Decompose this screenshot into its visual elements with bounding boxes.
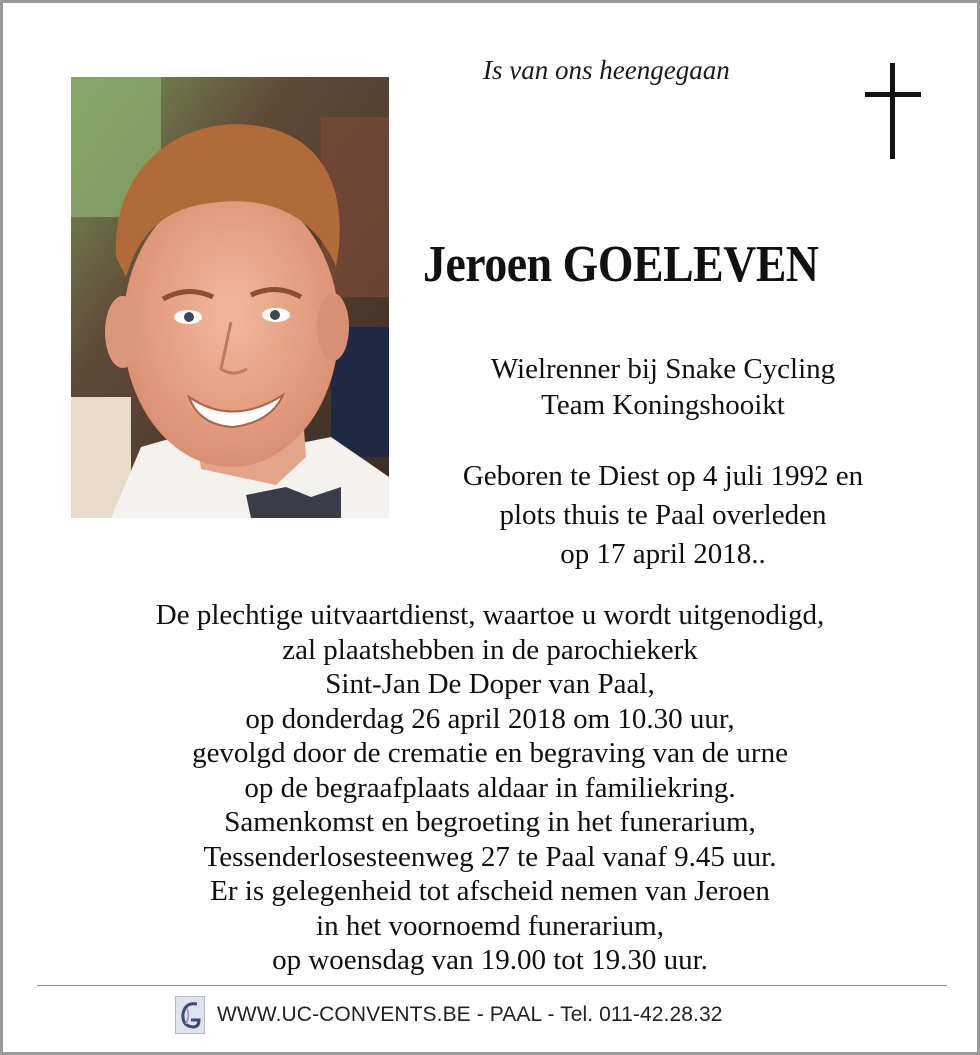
footer (175, 993, 723, 1037)
role-line: Wielrenner bij Snake Cycling (490, 353, 836, 385)
intro-text: Is van ons heengegaan (483, 55, 730, 85)
service-line: Sint-Jan De Doper van Paal, (325, 668, 655, 700)
role-block (423, 351, 903, 423)
cross-icon (865, 63, 921, 159)
portrait-photo (71, 77, 389, 518)
service-line: Tessenderlosesteenweg 27 te Paal vanaf 9.45 uur. (203, 840, 777, 873)
service-line: De plechtige uitvaartdienst, waartoe u wordt uitgenodigd, (155, 599, 825, 631)
birth-death-block (423, 457, 903, 574)
born-line: plots thuis te Paal overleden (499, 499, 827, 531)
deceased-name: Jeroen GOELEVEN (423, 236, 819, 293)
service-line: in het voornoemd funerarium, (316, 909, 664, 942)
service-details (23, 598, 957, 978)
service-line: gevolgd door de crematie en begraving van de urne (192, 737, 788, 769)
service-line: Er is gelegenheid tot afscheid nemen van Jeroen (210, 875, 770, 907)
born-line: Geboren te Diest op 4 juli 1992 en (462, 460, 864, 492)
service-line: op donderdag 26 april 2018 om 10.30 uur, (245, 702, 735, 735)
uc-convents-logo-icon (175, 996, 205, 1034)
role-line: Team Koningshooikt (541, 389, 785, 421)
born-line: op 17 april 2018.. (560, 538, 766, 570)
service-line: op de begraafplaats aldaar in familiekring. (244, 771, 736, 804)
service-line: zal plaatshebben in de parochiekerk (282, 633, 698, 666)
service-line: op woensdag van 19.00 tot 19.30 uur. (272, 944, 708, 976)
service-line: Samenkomst en begroeting in het funerarium, (224, 806, 756, 838)
footer-contact-text: WWW.UC-CONVENTS.BE - PAAL - Tel. 011-42.28.32 (217, 1003, 723, 1026)
footer-divider (37, 985, 947, 986)
